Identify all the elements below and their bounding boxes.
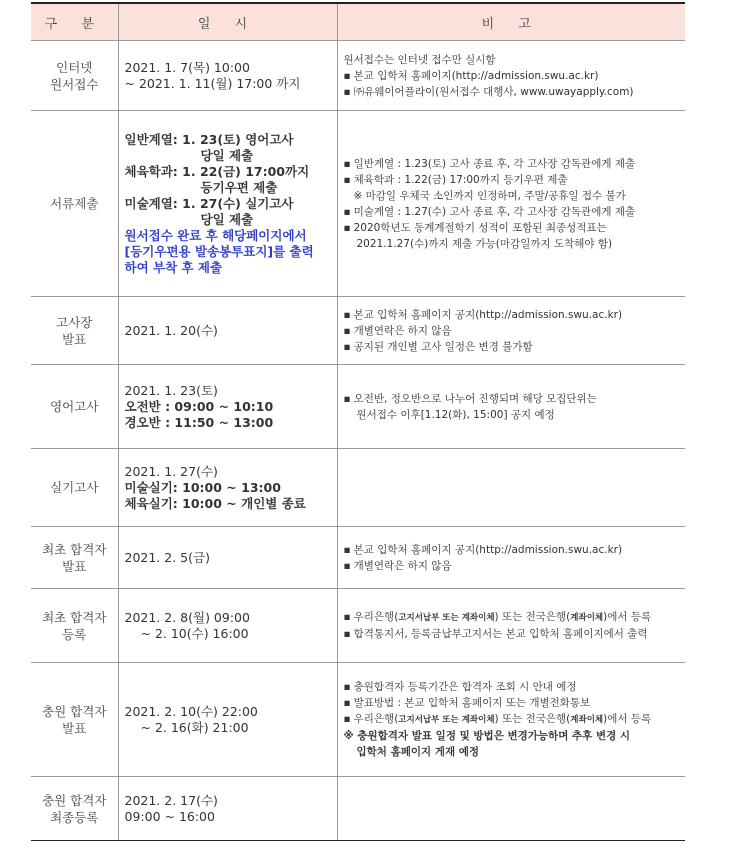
schedule-table-container xyxy=(31,2,685,841)
row-label: 서류제출 xyxy=(31,111,118,297)
row-label: 영어고사 xyxy=(31,365,118,449)
mailing-instruction: 원서접수 완료 후 해당페이지에서 xyxy=(124,227,307,243)
row-remarks: ▪ 오전반, 정오반으로 나누어 진행되며 해당 모집단위는 원서접수 이후[1.12(화), 15:00] 공지 예정 xyxy=(337,365,685,449)
row-schedule: 일반계열: 1. 23(토) 영어고사 당일 제출 체육학과: 1. 22(금) 17:00까지 등기우편 제출 미술계열: 1. 27(수) 실기고사 당일 제출 원서접수 완료 후 해당페이지에서 [등기우편용 발송봉투표지]를 출력 하여 부착 후 제출 xyxy=(118,111,337,297)
header-category: 구 분 xyxy=(31,3,118,41)
row-remarks: ▪ 충원합격자 등록기간은 합격자 조회 시 안내 예정 ▪ 발표방법 : 본교 입학처 홈페이지 또는 개별전화통보 ▪ 우리은행(고지서납부 또는 계좌이체) 또는 전국은행(계좌이체)에서 등록 ※ 충원합격자 발표 일정 및 방법은 변경가능하며 추후 변경 시 입학처 홈페이지 게재 예정 xyxy=(337,663,685,777)
row-label: 인터넷 원서접수 xyxy=(31,41,118,111)
row-label: 충원 합격자 최종등록 xyxy=(31,777,118,841)
header-remarks: 비 고 xyxy=(337,3,685,41)
table-row xyxy=(31,365,685,449)
admission-schedule-table xyxy=(31,2,685,841)
table-header-row xyxy=(31,3,685,41)
row-label: 고사장 발표 xyxy=(31,297,118,365)
row-label: 최초 합격자 발표 xyxy=(31,527,118,589)
table-row xyxy=(31,777,685,841)
row-label: 최초 합격자 등록 xyxy=(31,589,118,663)
row-schedule: 2021. 2. 8(월) 09:00 ~ 2. 10(수) 16:00 xyxy=(118,589,337,663)
row-schedule: 2021. 1. 7(목) 10:00 ~ 2021. 1. 11(월) 17:00 까지 xyxy=(118,41,337,111)
table-row xyxy=(31,111,685,297)
table-row xyxy=(31,297,685,365)
row-label: 충원 합격자 발표 xyxy=(31,663,118,777)
row-remarks xyxy=(337,449,685,527)
row-schedule: 2021. 2. 17(수) 09:00 ~ 16:00 xyxy=(118,777,337,841)
row-schedule: 2021. 1. 27(수) 미술실기: 10:00 ~ 13:00 체육실기: 10:00 ~ 개인별 종료 xyxy=(118,449,337,527)
row-remarks: ▪ 본교 입학처 홈페이지 공지(http://admission.swu.ac.kr) ▪ 개별연락은 하지 않음 xyxy=(337,527,685,589)
row-remarks: ▪ 본교 입학처 홈페이지 공지(http://admission.swu.ac.kr) ▪ 개별연락은 하지 않음 ▪ 공지된 개인별 고사 일정은 변경 불가함 xyxy=(337,297,685,365)
header-schedule: 일 시 xyxy=(118,3,337,41)
row-schedule: 2021. 2. 10(수) 22:00 ~ 2. 16(화) 21:00 xyxy=(118,663,337,777)
table-row xyxy=(31,41,685,111)
table-row xyxy=(31,589,685,663)
row-schedule: 2021. 1. 20(수) xyxy=(118,297,337,365)
row-remarks: ▪ 우리은행(고지서납부 또는 계좌이체) 또는 전국은행(계좌이체)에서 등록 ▪ 합격통지서, 등록금납부고지서는 본교 입학처 홈페이지에서 출력 xyxy=(337,589,685,663)
row-remarks: ▪ 일반계열 : 1.23(토) 고사 종료 후, 각 고사장 감독관에게 제출 ▪ 체육학과 : 1.22(금) 17:00까지 등기우편 제출 ※ 마감일 우체국 소인까지 인정하며, 주말/공휴일 접수 불가 ▪ 미술계열 : 1.27(수) 고사 종료 후, 각 고사장 감독관에게 제출 ▪ 2020학년도 동계계절학기 성적이 포함된 최종성적표는 2021.1.27(수)까지 제출 가능(마감일까지 도착해야 함) xyxy=(337,111,685,297)
table-row xyxy=(31,663,685,777)
row-label: 실기고사 xyxy=(31,449,118,527)
row-remarks xyxy=(337,777,685,841)
row-schedule: 2021. 2. 5(금) xyxy=(118,527,337,589)
row-schedule: 2021. 1. 23(토) 오전반 : 09:00 ~ 10:10 경오반 : 11:50 ~ 13:00 xyxy=(118,365,337,449)
table-row xyxy=(31,527,685,589)
row-remarks: 원서접수는 인터넷 접수만 실시함 ▪ 본교 입학처 홈페이지(http://admission.swu.ac.kr) ▪ ㈜유웨이어플라이(원서접수 대행사, www.uwayapply.com) xyxy=(337,41,685,111)
table-row xyxy=(31,449,685,527)
